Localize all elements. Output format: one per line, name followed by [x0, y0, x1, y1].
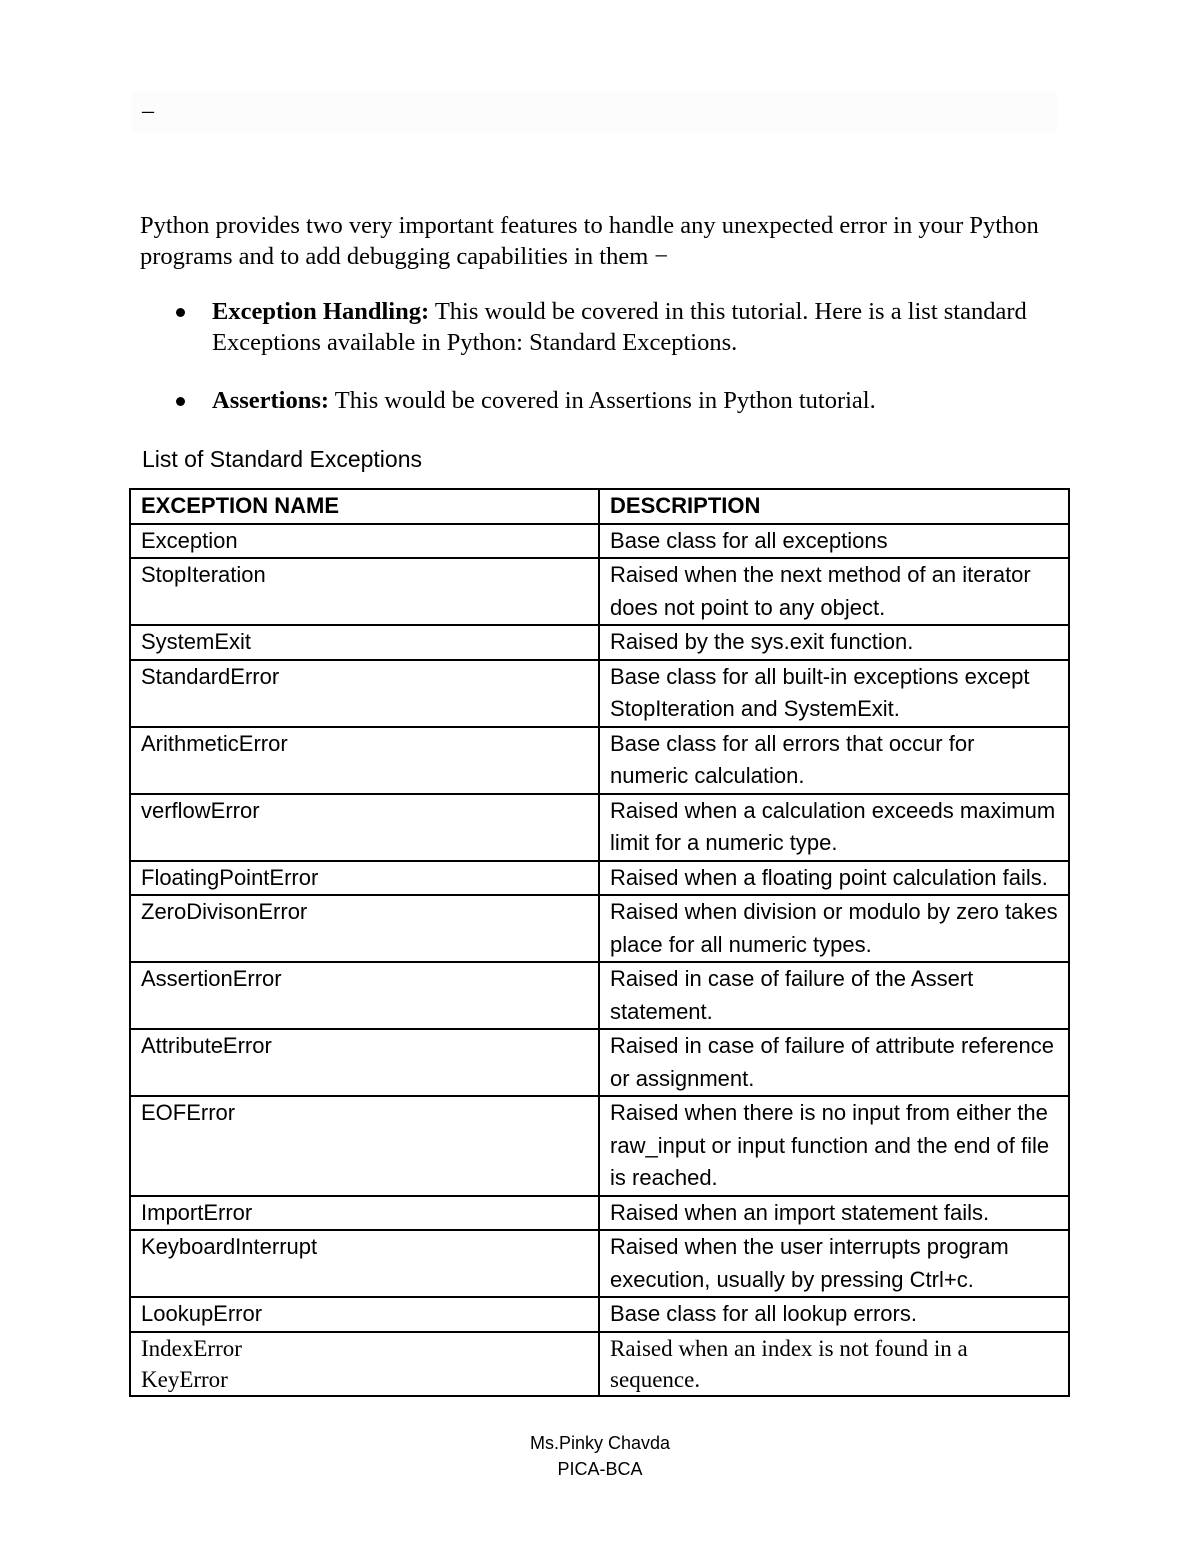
exception-name: StandardError — [130, 660, 599, 727]
table-row — [130, 1297, 1069, 1332]
column-header: EXCEPTION NAME — [130, 489, 599, 524]
list-item — [172, 385, 1060, 416]
exception-name: KeyboardInterrupt — [130, 1230, 599, 1297]
exception-description: Raised in case of failure of attribute reference or assignment. — [599, 1029, 1069, 1096]
exception-description: Raised when a calculation exceeds maximum limit for a numeric type. — [599, 794, 1069, 861]
table-row — [130, 727, 1069, 794]
exception-name-line: IndexError — [141, 1335, 242, 1361]
table-row — [130, 558, 1069, 625]
table-row — [130, 1332, 1069, 1396]
top-shaded-band — [132, 92, 1057, 132]
table-header-row — [130, 489, 1069, 524]
table-heading: List of Standard Exceptions — [142, 446, 422, 472]
feature-list — [172, 296, 1060, 416]
exception-name: verflowError — [130, 794, 599, 861]
exception-name: StopIteration — [130, 558, 599, 625]
exception-name-line: KeyError — [141, 1366, 228, 1392]
table-row — [130, 1096, 1069, 1196]
table-row — [130, 1029, 1069, 1096]
bullet-term: Exception Handling: — [212, 298, 430, 325]
bullet-term: Assertions: — [212, 387, 330, 414]
table-row — [130, 794, 1069, 861]
exception-name: Exception — [130, 524, 599, 559]
exception-name: FloatingPointError — [130, 861, 599, 896]
intro-paragraph: Python provides two very important features to handle any unexpected error in your Python programs and to add debugging capabilities in them − — [140, 212, 1039, 270]
exception-description: Raised when a floating point calculation fails. — [599, 861, 1069, 896]
table-row — [130, 895, 1069, 962]
exception-description: Base class for all lookup errors. — [599, 1297, 1069, 1332]
exception-name: AttributeError — [130, 1029, 599, 1096]
exception-name: SystemExit — [130, 625, 599, 660]
exception-description: Raised when the user interrupts program execution, usually by pressing Ctrl+c. — [599, 1230, 1069, 1297]
exception-name: ZeroDivisonError — [130, 895, 599, 962]
footer-author: Ms.Pinky Chavda — [529, 1433, 671, 1453]
exception-name: ArithmeticError — [130, 727, 599, 794]
bullet-text: This would be covered in this tutorial. Here is a list standard Exceptions available in Python: Standard Exceptions. — [212, 298, 1027, 356]
exception-description: Base class for all exceptions — [599, 524, 1069, 559]
exception-description: Base class for all errors that occur for numeric calculation. — [599, 727, 1069, 794]
exception-name: ImportError — [130, 1196, 599, 1231]
column-header: DESCRIPTION — [599, 489, 1069, 524]
exception-name — [130, 1332, 599, 1396]
table-row — [130, 1230, 1069, 1297]
bullet-icon — [176, 308, 185, 317]
exception-description: Raised when an index is not found in a sequence. — [599, 1332, 1069, 1396]
exception-description: Raised in case of failure of the Assert statement. — [599, 962, 1069, 1029]
footer-institute: PICA-BCA — [557, 1459, 643, 1479]
table-row — [130, 962, 1069, 1029]
exceptions-table — [129, 488, 1070, 1397]
table-row — [130, 861, 1069, 896]
table-row — [130, 625, 1069, 660]
table-row — [130, 1196, 1069, 1231]
top-dash: – — [142, 98, 154, 124]
table-row — [130, 660, 1069, 727]
bullet-text: This would be covered in Assertions in Python tutorial. — [329, 387, 876, 414]
exception-description: Raised when division or modulo by zero takes place for all numeric types. — [599, 895, 1069, 962]
table-row — [130, 524, 1069, 559]
exception-description: Raised when the next method of an iterator does not point to any object. — [599, 558, 1069, 625]
exception-description: Raised when an import statement fails. — [599, 1196, 1069, 1231]
exception-description: Raised by the sys.exit function. — [599, 625, 1069, 660]
exception-name: EOFError — [130, 1096, 599, 1196]
exception-name: AssertionError — [130, 962, 599, 1029]
exception-description: Base class for all built-in exceptions except StopIteration and SystemExit. — [599, 660, 1069, 727]
exception-description: Raised when there is no input from either the raw_input or input function and the end of file is reached. — [599, 1096, 1069, 1196]
exception-name: LookupError — [130, 1297, 599, 1332]
list-item — [172, 296, 1060, 358]
bullet-icon — [176, 397, 185, 406]
